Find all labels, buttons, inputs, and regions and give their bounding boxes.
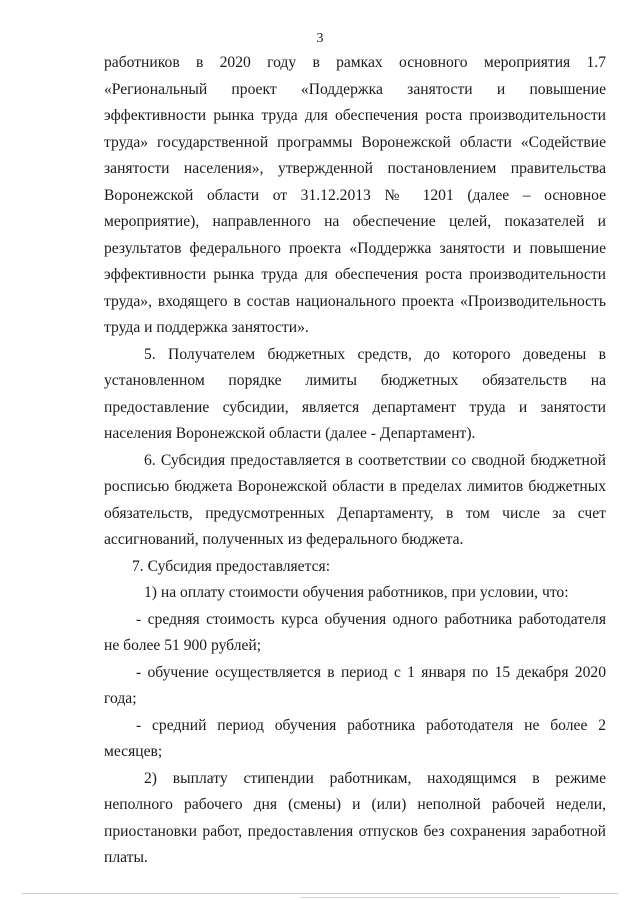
paragraph-continuation: работников в 2020 году в рамках основного мероприятия 1.7 «Региональный проект «Поддержка занятости и повышение эффективности рынка труда для обеспечения роста производительности труда» государственной программы Воронежской области «Содействие занятости населения», утвержденной постановлением правительства Воронежской области от 31.12.2013 № 1201 (далее – основное мероприятие), направленного на обеспечение целей, показателей и результатов федерального проекта «Поддержка занятости и повышение эффективности рынка труда для обеспечения роста производительности труда», входящего в состав национального проекта «Производительность труда и поддержка занятости». <box>104 54 606 336</box>
paragraph-item-5: 5. Получателем бюджетных средств, до которого доведены в установленном порядке лимиты бюджетных обязательств на предоставление субсидии, является департамент труда и занятости населения Воронежской области (далее - Департамент). <box>104 345 606 442</box>
dash-item-cost: - средняя стоимость курса обучения одного работника работодателя не более 51 900 рублей; <box>104 610 606 654</box>
scan-edge-line <box>22 893 618 896</box>
page-number: 3 <box>316 31 324 46</box>
dash-item-duration: - средний период обучения работника работодателя не более 2 месяцев; <box>104 716 606 760</box>
document-body <box>104 50 606 872</box>
subitem-1: 1) на оплату стоимости обучения работников, при условии, что: <box>144 584 569 601</box>
scan-edge-line <box>300 897 560 898</box>
paragraph-item-6: 6. Субсидия предоставляется в соответствии со сводной бюджетной росписью бюджета Воронежской области в пределах лимитов бюджетных обязательств, предусмотренных Департаменту, в том числе за счет ассигнований, полученных из федерального бюджета. <box>104 451 606 548</box>
paragraph-item-7: 7. Субсидия предоставляется: <box>132 557 331 575</box>
dash-item-period: - обучение осуществляется в период с 1 января по 15 декабря 2020 года; <box>104 663 606 707</box>
subitem-2: 2) выплату стипендии работникам, находящимся в режиме неполного рабочего дня (смены) и (или) неполной рабочей недели, приостановки работ, предоставления отпусков без сохранения заработной платы. <box>104 769 606 866</box>
